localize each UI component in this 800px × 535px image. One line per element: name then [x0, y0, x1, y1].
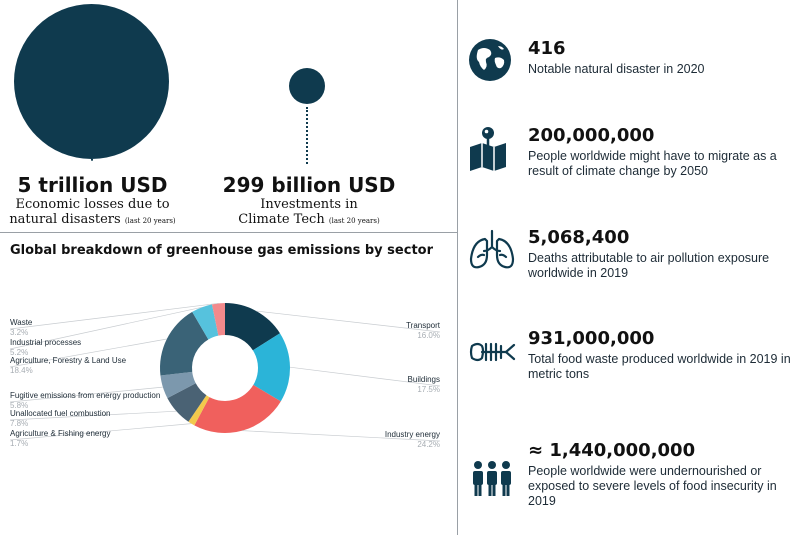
globe-icon: [468, 38, 516, 86]
kpi-note: (last 20 years): [124, 217, 176, 225]
slice-label: Fugitive emissions from energy production: [10, 391, 161, 400]
stat-air-pollution: [468, 227, 798, 282]
stat-desc: Total food waste produced worldwide in 2019 in metric tons: [528, 352, 791, 381]
slice-label: Industry energy: [384, 430, 440, 439]
people-icon: [468, 456, 516, 504]
investment-kpi: [214, 173, 404, 229]
slice-value: 7.8%: [10, 419, 29, 428]
slice-value: 5.8%: [10, 401, 29, 410]
kpi-value: 5 trillion USD: [17, 173, 168, 197]
stat-value: 5,068,400: [528, 227, 630, 248]
investment-connector: [306, 107, 308, 164]
slice-label: Agriculture & Fishing energy: [10, 429, 111, 438]
kpi-label: Investments in: [260, 197, 358, 212]
slice-label: Unallocated fuel combustion: [10, 409, 111, 418]
map-pin-icon: [468, 125, 516, 173]
chart-title: Global breakdown of greenhouse gas emissions by sector: [10, 243, 434, 258]
economic-loss-kpi: [0, 173, 185, 229]
fish-bone-icon: [468, 328, 516, 376]
stat-desc: People worldwide might have to migrate as a result of climate change by 2050: [528, 149, 777, 178]
slice-value: 16.0%: [417, 331, 440, 340]
stat-food-insecurity: [468, 440, 798, 512]
kpi-note: (last 20 years): [328, 217, 380, 225]
stat-value: ≈ 1,440,000,000: [528, 440, 696, 461]
slice-value: 1.7%: [10, 439, 29, 448]
slice-label: Buildings: [407, 375, 440, 384]
stat-food-waste: [468, 328, 798, 383]
slice-value: 18.4%: [10, 366, 33, 375]
stat-value: 200,000,000: [528, 125, 655, 146]
slice-label: Agriculture, Forestry & Land Use: [10, 356, 127, 365]
stat-value: 416: [528, 38, 566, 59]
stat-migration: [468, 125, 798, 180]
slice-label: Waste: [10, 318, 33, 327]
kpi-label-line2: Climate Tech (last 20 years): [238, 212, 380, 227]
slice-value: 17.5%: [417, 385, 440, 394]
stat-value: 931,000,000: [528, 328, 655, 349]
stat-desc: Deaths attributable to air pollution exposure worldwide in 2019: [528, 251, 770, 280]
stat-desc: People worldwide were undernourished or exposed to severe levels of food insecurity in 2019: [528, 464, 777, 508]
stat-desc: Notable natural disaster in 2020: [528, 62, 705, 76]
emissions-donut-chart: [0, 300, 457, 460]
slice-label: Industrial processes: [10, 338, 82, 347]
investment-circle: [289, 68, 325, 104]
kpi-value: 299 billion USD: [222, 173, 396, 197]
stat-disasters: [468, 38, 798, 88]
slice-value: 3.2%: [10, 328, 29, 337]
kpi-label: Economic losses due to: [15, 197, 170, 212]
economic-loss-circle: [14, 4, 169, 159]
slice-label: Transport: [406, 321, 440, 330]
slice-value: 5.2%: [10, 348, 29, 357]
economic-loss-connector: [91, 156, 93, 161]
slice-value: 24.2%: [417, 440, 440, 449]
lungs-icon: [468, 227, 516, 275]
horizontal-divider: [0, 232, 457, 233]
vertical-divider: [457, 0, 458, 535]
kpi-label-line2: natural disasters (last 20 years): [9, 212, 176, 227]
